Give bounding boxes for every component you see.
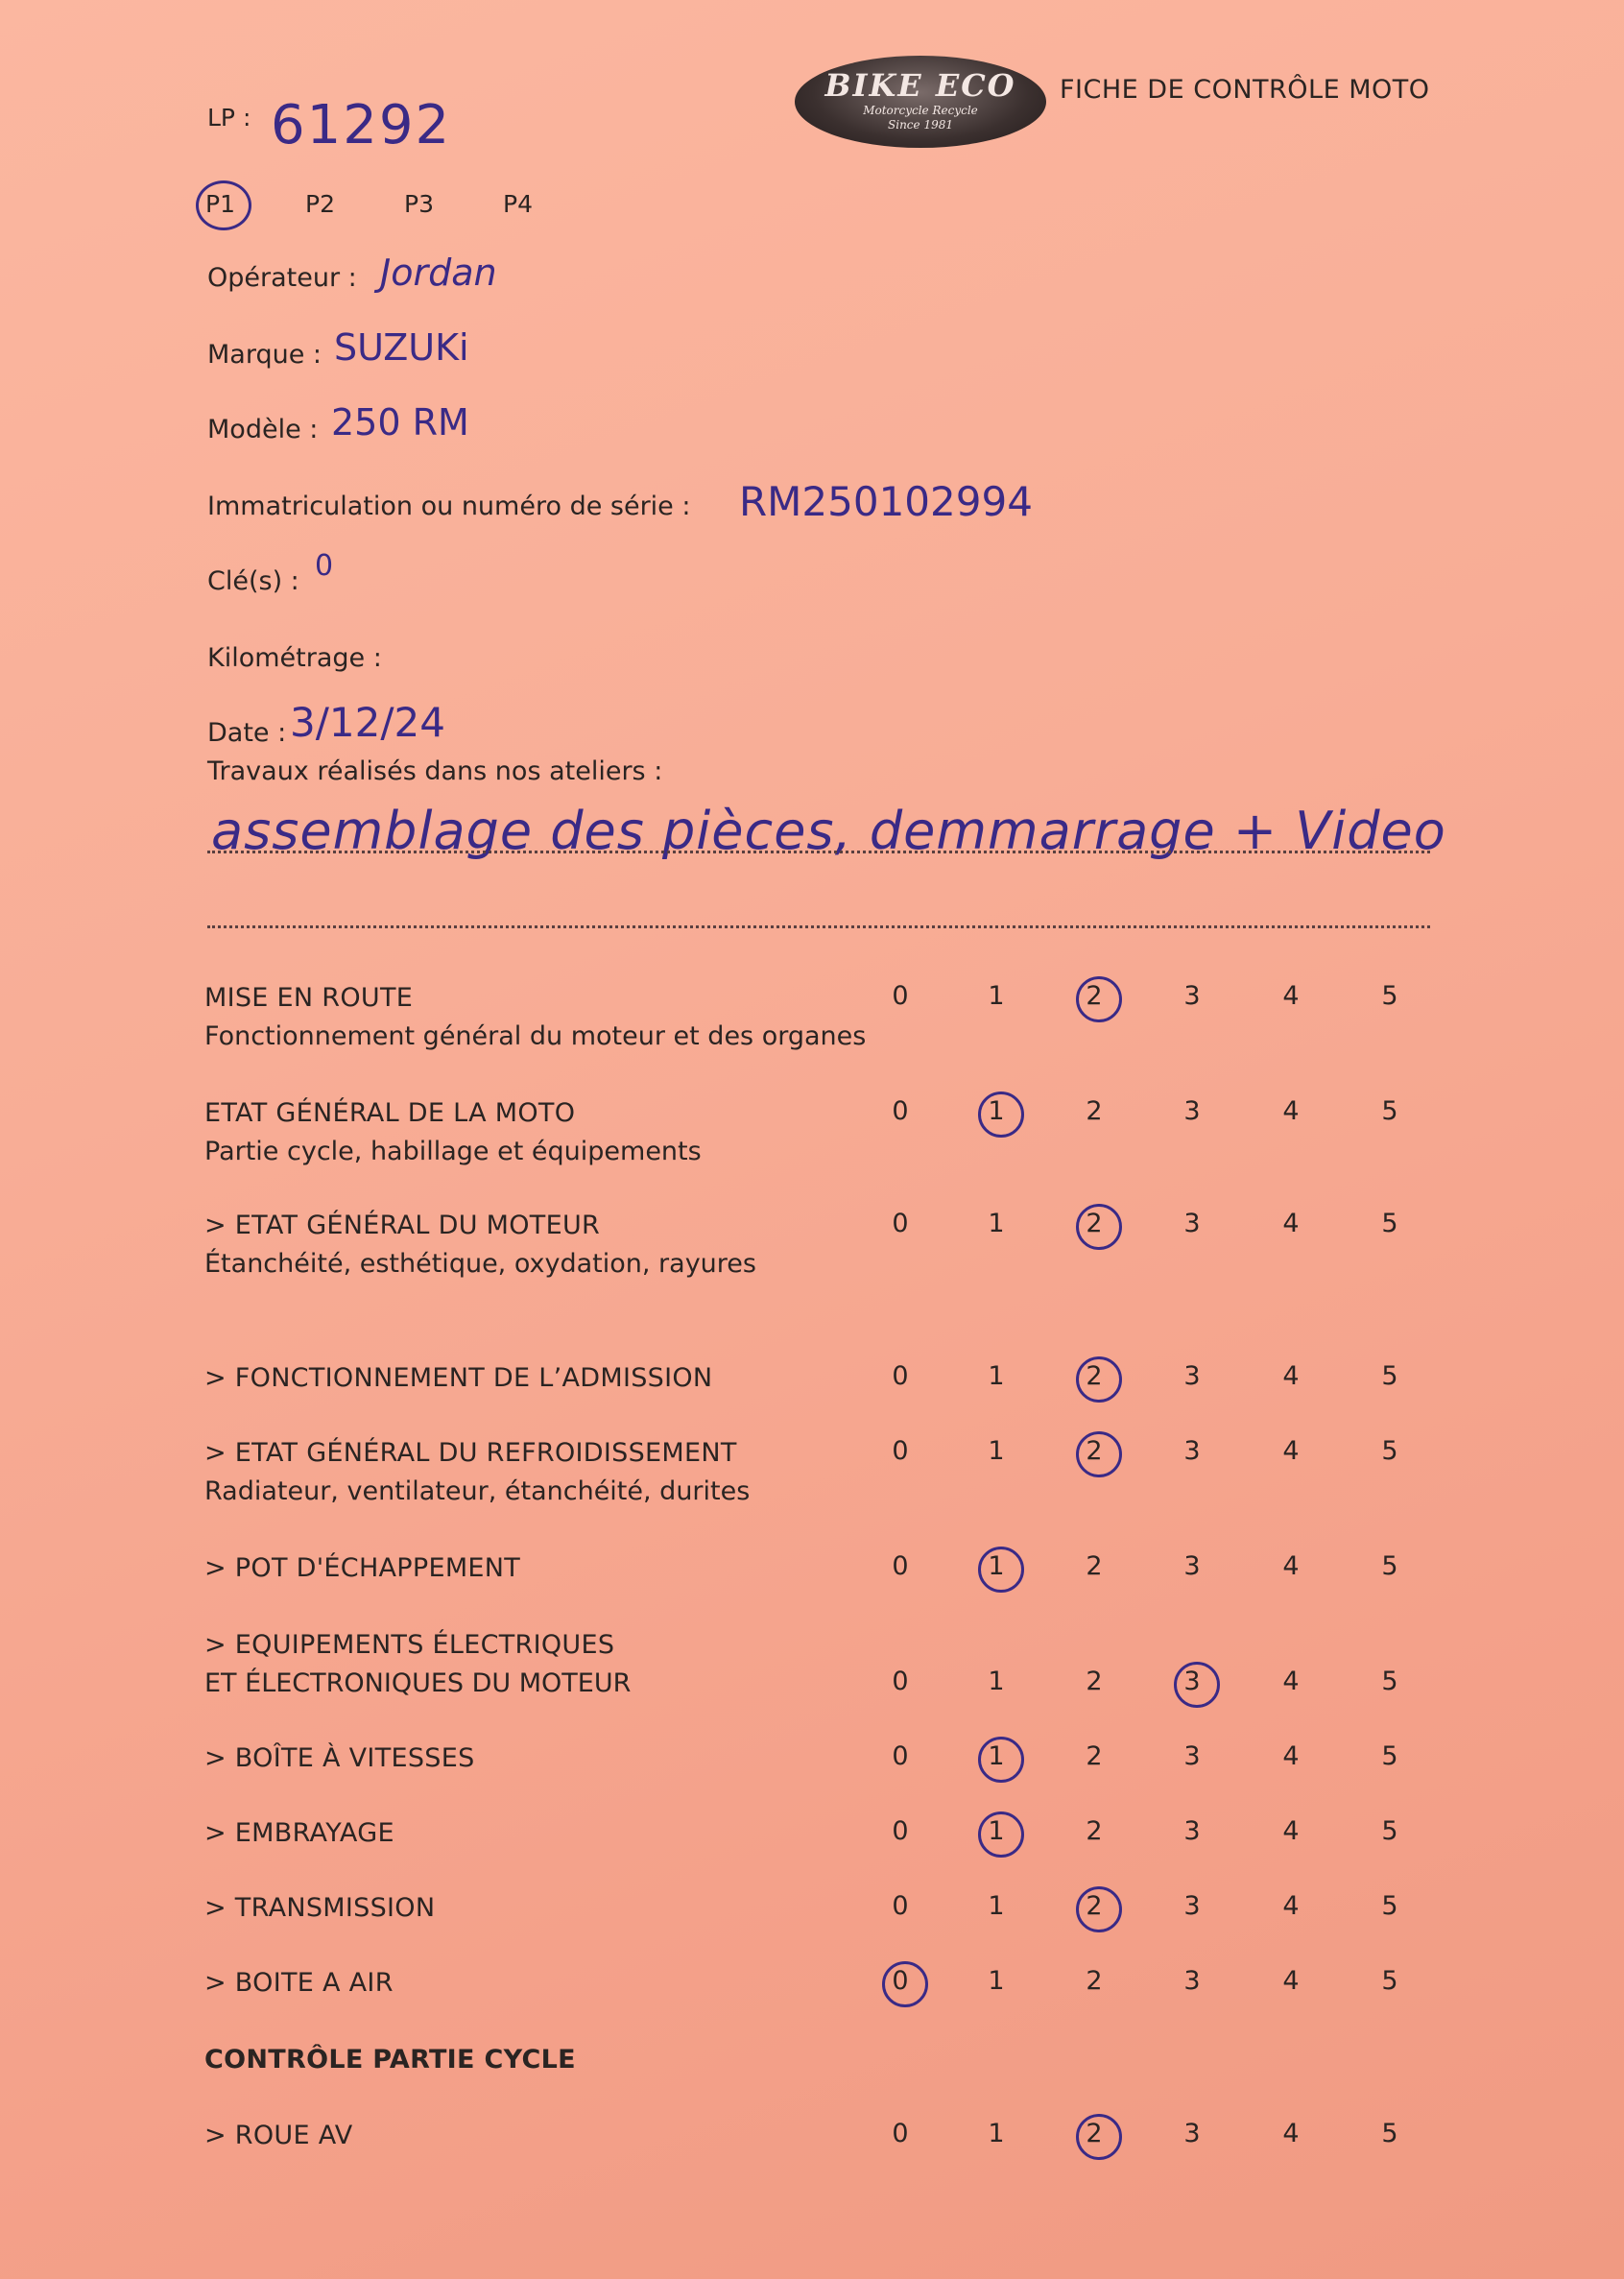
works-label: Travaux réalisés dans nos ateliers :	[207, 756, 663, 786]
check-row-score-option[interactable]: 4	[1282, 1816, 1300, 1846]
check-row-score-option[interactable]: 5	[1381, 1741, 1398, 1771]
check-row-score-option[interactable]: 1	[988, 1436, 1005, 1466]
check-row-score-option[interactable]: 3	[1183, 1096, 1201, 1126]
check-row-score-option[interactable]: 2	[1086, 1891, 1103, 1921]
check-row-score-option[interactable]: 4	[1282, 1096, 1300, 1126]
check-row-score-option[interactable]: 0	[892, 1096, 909, 1126]
check-row-score-option[interactable]: 1	[988, 981, 1005, 1011]
check-row-score-option[interactable]: 3	[1183, 1361, 1201, 1391]
check-row-subtitle: Partie cycle, habillage et équipements	[204, 1137, 702, 1166]
serial-value: RM250102994	[739, 478, 1033, 525]
check-row-score-option[interactable]: 3	[1183, 1891, 1201, 1921]
position-p4: P4	[503, 190, 533, 218]
check-row-score-option[interactable]: 0	[892, 1816, 909, 1846]
logo-brand: BIKE ECO	[824, 67, 1016, 104]
check-row-subtitle: Radiateur, ventilateur, étanchéité, durites	[204, 1476, 751, 1506]
check-row-score-option[interactable]: 5	[1381, 1361, 1398, 1391]
check-row-score-option[interactable]: 5	[1381, 1209, 1398, 1238]
check-row-score-option[interactable]: 0	[892, 981, 909, 1011]
check-row-score-option[interactable]: 5	[1381, 1891, 1398, 1921]
works-value: assemblage des pièces, demmarrage + Video	[211, 801, 1446, 861]
check-row-selected-score-ring	[1076, 1431, 1122, 1477]
logo-since: Since 1981	[888, 118, 953, 132]
check-row-score-option[interactable]: 3	[1183, 1741, 1201, 1771]
check-row-selected-score-ring	[978, 1737, 1024, 1783]
cycle-row-score-option[interactable]: 5	[1381, 2119, 1398, 2148]
cycle-row-selected-score-ring	[1076, 2114, 1122, 2160]
lp-label: LP :	[207, 104, 251, 132]
check-row-score-option[interactable]: 0	[892, 1891, 909, 1921]
check-row-score-option[interactable]: 5	[1381, 1667, 1398, 1696]
check-row-score-option[interactable]: 0	[892, 1436, 909, 1466]
check-row-score-option[interactable]: 2	[1086, 1741, 1103, 1771]
check-row-selected-score-ring	[978, 1547, 1024, 1593]
check-row-score-option[interactable]: 0	[892, 1741, 909, 1771]
check-row-score-option[interactable]: 4	[1282, 981, 1300, 1011]
check-row-selected-score-ring	[1174, 1662, 1220, 1708]
operator-label: Opérateur :	[207, 263, 357, 293]
serial-label: Immatriculation ou numéro de série :	[207, 492, 691, 521]
model-value: 250 RM	[331, 401, 469, 444]
check-row-selected-score-ring	[978, 1811, 1024, 1858]
logo-tagline: Motorcycle Recycle	[863, 104, 978, 117]
check-row-score-option[interactable]: 4	[1282, 1741, 1300, 1771]
check-row-score-option[interactable]: 2	[1086, 1551, 1103, 1581]
check-row-score-option[interactable]: 1	[988, 1361, 1005, 1391]
check-row-title: ETAT GÉNÉRAL DE LA MOTO	[204, 1098, 576, 1128]
cycle-row-score-option[interactable]: 1	[988, 2119, 1005, 2148]
check-row-score-option[interactable]: 1	[988, 1966, 1005, 1996]
check-row-score-option[interactable]: 2	[1086, 1966, 1103, 1996]
cycle-row-score-option[interactable]: 0	[892, 2119, 909, 2148]
check-row-selected-score-ring	[882, 1961, 928, 2007]
check-row-score-option[interactable]: 2	[1086, 1361, 1103, 1391]
check-row-score-option[interactable]: 4	[1282, 1361, 1300, 1391]
date-value: 3/12/24	[290, 699, 445, 746]
check-row-score-option[interactable]: 0	[892, 1361, 909, 1391]
cycle-row-score-option[interactable]: 4	[1282, 2119, 1300, 2148]
check-row-score-option[interactable]: 3	[1183, 1436, 1201, 1466]
check-row-score-option[interactable]: 3	[1183, 1816, 1201, 1846]
check-row-title: > TRANSMISSION	[204, 1893, 436, 1923]
position-p1: P1	[205, 190, 235, 218]
works-line-1	[207, 851, 1430, 853]
keys-value: 0	[315, 549, 334, 583]
check-row-score-option[interactable]: 2	[1086, 1436, 1103, 1466]
check-row-score-option[interactable]: 2	[1086, 1667, 1103, 1696]
position-p3: P3	[404, 190, 434, 218]
check-row-score-option[interactable]: 5	[1381, 1436, 1398, 1466]
cycle-row-title: > ROUE AV	[204, 2121, 353, 2150]
check-row-score-option[interactable]: 3	[1183, 1551, 1201, 1581]
check-row-score-option[interactable]: 5	[1381, 1096, 1398, 1126]
check-row-score-option[interactable]: 0	[892, 1667, 909, 1696]
check-row-score-option[interactable]: 4	[1282, 1436, 1300, 1466]
check-row-score-option[interactable]: 4	[1282, 1966, 1300, 1996]
check-row-title: > FONCTIONNEMENT DE L’ADMISSION	[204, 1363, 713, 1393]
check-row-subtitle: Étanchéité, esthétique, oxydation, rayures	[204, 1249, 756, 1279]
check-row-title: > EMBRAYAGE	[204, 1818, 394, 1848]
check-row-title: > ETAT GÉNÉRAL DU MOTEUR	[204, 1211, 601, 1240]
date-label: Date :	[207, 718, 287, 748]
check-row-title: MISE EN ROUTE	[204, 983, 414, 1013]
check-row-score-option[interactable]: 4	[1282, 1891, 1300, 1921]
check-row-score-option[interactable]: 0	[892, 1551, 909, 1581]
check-row-score-option[interactable]: 5	[1381, 1966, 1398, 1996]
check-row-title: > ETAT GÉNÉRAL DU REFROIDISSEMENT	[204, 1438, 737, 1468]
check-row-score-option[interactable]: 4	[1282, 1209, 1300, 1238]
check-row-score-option[interactable]: 2	[1086, 981, 1103, 1011]
keys-label: Clé(s) :	[207, 566, 299, 596]
check-row-score-option[interactable]: 2	[1086, 1096, 1103, 1126]
check-row-selected-score-ring	[1076, 1356, 1122, 1403]
check-row-score-option[interactable]: 5	[1381, 981, 1398, 1011]
brand-label: Marque :	[207, 340, 322, 370]
cycle-row-score-option[interactable]: 2	[1086, 2119, 1103, 2148]
check-row-score-option[interactable]: 3	[1183, 1209, 1201, 1238]
check-row-score-option[interactable]: 5	[1381, 1551, 1398, 1581]
check-row-score-option[interactable]: 4	[1282, 1551, 1300, 1581]
check-row-score-option[interactable]: 1	[988, 1096, 1005, 1126]
check-row-score-option[interactable]: 2	[1086, 1209, 1103, 1238]
operator-value: Jordan	[380, 252, 497, 294]
check-row-title: > EQUIPEMENTS ÉLECTRIQUES	[204, 1630, 615, 1660]
check-row-score-option[interactable]: 1	[988, 1891, 1005, 1921]
check-row-score-option[interactable]: 0	[892, 1209, 909, 1238]
mileage-label: Kilométrage :	[207, 643, 382, 673]
section-cycle-heading: CONTRÔLE PARTIE CYCLE	[204, 2045, 576, 2075]
brand-value: SUZUKi	[334, 326, 469, 369]
check-row-score-option[interactable]: 2	[1086, 1816, 1103, 1846]
works-line-2	[207, 925, 1430, 928]
check-row-title: > BOÎTE À VITESSES	[204, 1743, 475, 1773]
check-row-title: > POT D'ÉCHAPPEMENT	[204, 1553, 521, 1583]
check-row-selected-score-ring	[1076, 1204, 1122, 1250]
check-row-score-option[interactable]: 5	[1381, 1816, 1398, 1846]
check-row-subtitle: ET ÉLECTRONIQUES DU MOTEUR	[204, 1668, 632, 1698]
check-row-score-option[interactable]: 1	[988, 1667, 1005, 1696]
company-logo	[795, 56, 1046, 148]
position-p2: P2	[305, 190, 335, 218]
check-row-score-option[interactable]: 1	[988, 1551, 1005, 1581]
check-row-score-option[interactable]: 3	[1183, 1966, 1201, 1996]
cycle-row-score-option[interactable]: 3	[1183, 2119, 1201, 2148]
check-row-score-option[interactable]: 3	[1183, 1667, 1201, 1696]
check-row-score-option[interactable]: 3	[1183, 981, 1201, 1011]
document-title: FICHE DE CONTRÔLE MOTO	[1060, 75, 1430, 105]
check-row-score-option[interactable]: 4	[1282, 1667, 1300, 1696]
check-row-subtitle: Fonctionnement général du moteur et des organes	[204, 1021, 867, 1051]
model-label: Modèle :	[207, 415, 319, 444]
lp-value: 61292	[271, 94, 452, 156]
check-row-score-option[interactable]: 1	[988, 1741, 1005, 1771]
check-row-selected-score-ring	[1076, 976, 1122, 1022]
check-row-selected-score-ring	[1076, 1886, 1122, 1932]
check-row-title: > BOITE A AIR	[204, 1968, 394, 1998]
check-row-selected-score-ring	[978, 1092, 1024, 1138]
check-row-score-option[interactable]: 1	[988, 1816, 1005, 1846]
check-row-score-option[interactable]: 0	[892, 1966, 909, 1996]
check-row-score-option[interactable]: 1	[988, 1209, 1005, 1238]
